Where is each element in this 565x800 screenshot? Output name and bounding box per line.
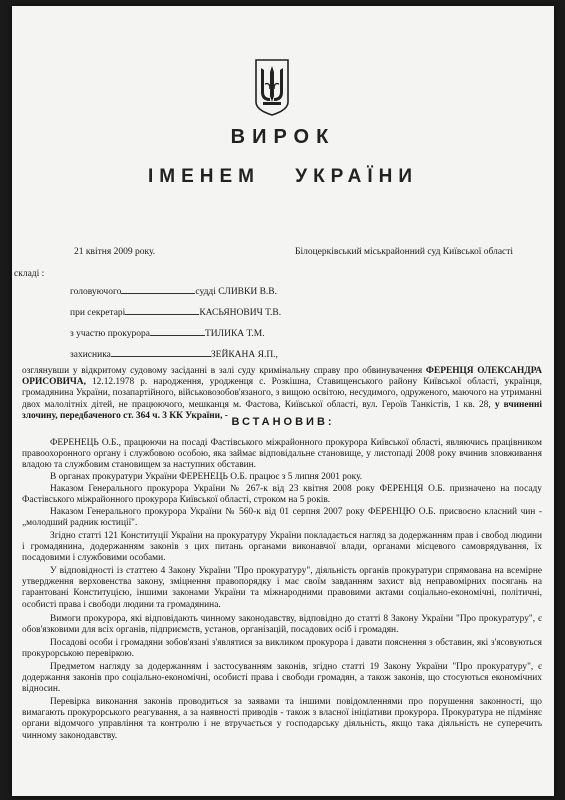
secretary-value: КАСЬЯНОВИЧ Т.В. — [199, 308, 282, 318]
paragraph-2: В органах прокуратури України ФЕРЕНЕЦЬ О.Б. працює з 5 липня 2001 року. — [50, 472, 363, 482]
paragraph-6: У відповідності із статтею 4 Закону України "Про прокуратуру", діяльність органів прокуратури спрямована на всемірне утвердження верховенства закону, зміцнення правопорядку і має своїм завданням захист від неправомірних посягань на гарантовані Конституцією, іншими законами України та міжнародними правовими актами соціально-економічні, політичні, особисті права і свободи людини та громадянина. — [22, 566, 542, 610]
document-subtitle: ІМЕНЕМ УКРАЇНИ — [147, 166, 419, 187]
defender-label: захисника — [70, 350, 111, 360]
paragraph-4: Наказом Генерального прокурора України № 560-к від 01 серпня 2007 року ФЕРЕНЦЮ О.Б. присвоєно класний чин - „молодший радник юстиції". — [22, 507, 542, 529]
secretary-underline — [125, 314, 199, 315]
presiding-underline — [121, 293, 195, 294]
prosecutor-underline — [150, 335, 205, 336]
presiding-value: судді СЛИВКИ В.В. — [195, 287, 278, 297]
presiding-label: головуючого — [70, 287, 122, 297]
verdict-date: 21 квітня 2009 року. — [74, 247, 156, 257]
paragraph-9: Предметом нагляду за додержанням і застосуванням законів, згідно статті 19 Закону України "Про прокуратуру", є додержання законів про соціально-економічні, особисті права і свободи громадян, а також законів, що стосуються економічних відносин. — [22, 662, 542, 695]
defender-row — [70, 350, 278, 360]
defender-value: ЗЕЙКАНА Я.П., — [210, 350, 278, 360]
document-title: ВИРОК — [230, 126, 336, 148]
secretary-row — [70, 308, 281, 318]
established-heading: ВСТАНОВИВ: — [231, 416, 335, 428]
prosecutor-label: з участю прокурора — [70, 329, 150, 339]
court-name: Білоцерківський міськрайонний суд Київської області — [295, 247, 514, 257]
trident-emblem-icon — [253, 58, 291, 116]
prosecutor-value: ТИЛИКА Т.М. — [205, 329, 265, 339]
paragraph-1: ФЕРЕНЕЦЬ О.Б., працюючи на посаді Фастівського міжрайонного прокурора Київської області, являючись працівником правоохоронного органу і службовою особою, яка займає відповідальне становище, у листопаді 2008 року вчинив зловживання владою та службовим становищем за наступних обставин. — [22, 438, 542, 471]
intro-paragraph: озглянувши у відкритому судовому засіданні в залі суду кримінальну справу про обвинувачення ФЕРЕНЦЯ ОЛЕКСАНДРА ОРИСОВИЧА, 12.12.1978 р. народження, уродженця с. Розкішна, Ставищенського району Київської області, українця, громадянина України, позапартійного, військовозобов'язаного, з вищою освітою, несудимого, одруженого, маючого на утриманні двох малолітніх дітей, не працюючого, мешканця м. Фастова, Київської області, вул. Героїв Танкістів, 1 кв. 28, у вчиненні злочину, передбаченого ст. 364 ч. 3 КК України, - — [22, 366, 543, 421]
secretary-label: при секретарі — [70, 308, 126, 318]
defender-underline — [111, 356, 211, 357]
paragraph-3: Наказом Генерального прокурора України № 267-к від 23 квітня 2008 року ФЕРЕНЦЯ О.Б. призначено на посаду Фастівського міжрайонного прокурора Київської області, строком на 5 років. — [22, 484, 542, 506]
paragraph-8: Посадові особи і громадяни зобов'язані з'являтися за викликом прокурора і давати пояснення з обставин, які з'ясовуються прокурорською перевіркою. — [22, 638, 542, 660]
composition-label: складі : — [14, 269, 45, 279]
prosecutor-row — [70, 329, 265, 339]
paragraph-5: Згідно статті 121 Конституції України на прокуратуру України покладається нагляд за додержанням прав і свобод людини і громадянина, додержанням законів з цих питань органами виконавчої влади, органами місцевого самоврядування, їх посадовими і службовими особами. — [22, 531, 542, 564]
paragraph-7: Вимоги прокурора, які відповідають чинному законодавству, відповідно до статті 8 Закону України "Про прокуратуру", є обов'язковими для всіх органів, підприємств, установ, організацій, посадових осіб і громадян. — [22, 614, 542, 636]
document-page — [12, 6, 554, 796]
paragraph-10: Перевірка виконання законів проводиться за заявами та іншими повідомленнями про порушення законності, що вимагають прокурорського реагування, а за наявності приводів - також з власної ініціативи прокурора. Прокуратура не підміняє органи відомчого управління та контролю і не втручається у господарську діяльність, якщо така діяльність не суперечить чинному законодавству. — [22, 697, 542, 741]
presiding-row — [70, 287, 277, 297]
